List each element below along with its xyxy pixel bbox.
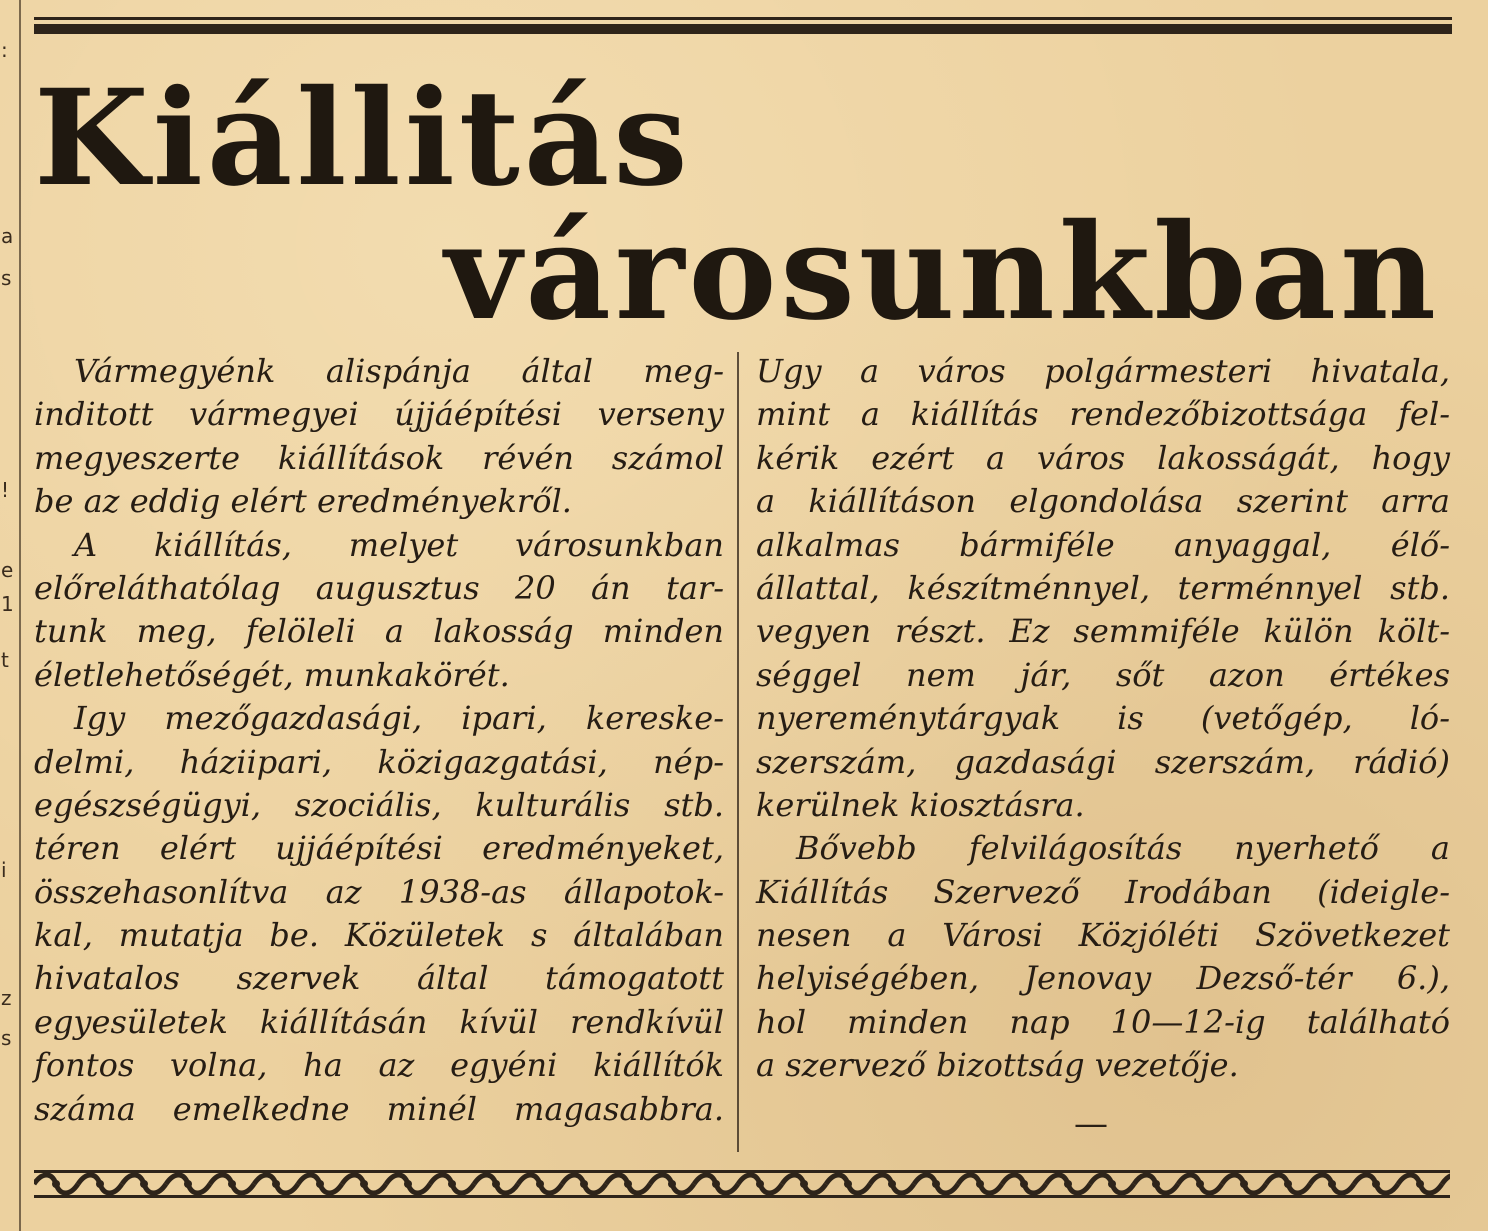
article-line: hivatalos szervek által támogatott — [34, 959, 724, 998]
ornament-knot — [668, 1180, 676, 1188]
ornament-knot — [96, 1180, 104, 1188]
ornament-knot — [756, 1180, 764, 1188]
article-line: mint a kiállítás rendezőbizottsága fel- — [756, 395, 1450, 434]
margin-fragment: a — [1, 224, 14, 248]
article-line: Vármegyénk alispánja által meg- — [74, 352, 724, 390]
top-rule-thin — [34, 17, 1452, 20]
ornament-knot — [272, 1180, 280, 1188]
ornament-knot — [140, 1180, 148, 1188]
margin-fragment: 1 — [1, 592, 14, 616]
article-line: be az eddig elért eredményekről. — [34, 482, 572, 521]
top-double-rule — [34, 17, 1452, 35]
ornament-knot — [888, 1180, 896, 1188]
ornament-knot — [184, 1180, 192, 1188]
ornament-knot — [536, 1180, 544, 1188]
ornament-knot — [1064, 1180, 1072, 1188]
ornament-knot — [1240, 1180, 1248, 1188]
ornament-knot — [1020, 1180, 1028, 1188]
article-line: Igy mezőgazdasági, ipari, kereske- — [74, 699, 724, 738]
article-line: Ugy a város polgármesteri hivatala, — [756, 352, 1450, 390]
ornament-knot — [1196, 1180, 1204, 1188]
ornament-knot — [316, 1180, 324, 1188]
article-line: téren elért ujjáépítési eredményeket, — [34, 829, 724, 868]
article-line: tunk meg, felöleli a lakosság minden — [34, 612, 724, 651]
ornament-knot — [712, 1180, 720, 1188]
ornament-knot — [580, 1180, 588, 1188]
ornament-knot — [360, 1180, 368, 1188]
ornament-knot — [976, 1180, 984, 1188]
ornament-knot — [1284, 1180, 1292, 1188]
article-line: nyereménytárgyak is (vetőgép, ló- — [756, 699, 1450, 738]
ornament-knot — [52, 1180, 60, 1188]
ornament-knot — [448, 1180, 456, 1188]
headline-line-2: városunkban — [444, 195, 1440, 350]
ornament-knot — [844, 1180, 852, 1188]
margin-fragment: t — [1, 648, 9, 672]
margin-fragment: z — [1, 986, 12, 1010]
article-line: Kiállítás Szervező Irodában (ideigle- — [756, 872, 1450, 911]
margin-fragment: ! — [1, 478, 10, 502]
article-line: nesen a Városi Közjóléti Szövetkezet — [756, 916, 1450, 955]
column-divider — [737, 352, 739, 1152]
headline-line-1: Kiállitás — [34, 61, 692, 216]
article-line: Bővebb felvilágosítás nyerhető a — [796, 829, 1450, 868]
article-line: előreláthatólag augusztus 20 án tar- — [34, 568, 724, 607]
article-column-right — [756, 350, 1450, 1088]
ornament-knot — [1152, 1180, 1160, 1188]
article-line: kérik ezért a város lakosságát, hogy — [756, 438, 1450, 477]
article-line: a kiállításon elgondolása szerint arra — [756, 482, 1450, 521]
article-line: kal, mutatja be. Közületek s általában — [34, 916, 724, 955]
article-line: inditott vármegyei újjáépítési verseny — [34, 395, 724, 434]
article-line: A kiállítás, melyet városunkban — [74, 525, 724, 564]
article-line: hol minden nap 10—12-ig található — [756, 1002, 1450, 1041]
article-line: száma emelkedne minél magasabbra. — [34, 1089, 724, 1128]
margin-rule — [19, 0, 21, 1231]
ornament-link — [1442, 1175, 1450, 1193]
ornament-knot — [932, 1180, 940, 1188]
article-line: a szervező bizottság vezetője. — [756, 1046, 1239, 1085]
article-line: egyesületek kiállításán kívül rendkívül — [34, 1002, 724, 1041]
article-line: életlehetőségét, munkakörét. — [34, 655, 510, 694]
ornament-knot — [492, 1180, 500, 1188]
article-column-left — [34, 350, 724, 1131]
ornament-knot — [1108, 1180, 1116, 1188]
article-line: vegyen részt. Ez semmiféle külön költ- — [756, 612, 1450, 651]
article-line: összehasonlítva az 1938-as állapotok- — [34, 872, 724, 911]
ornamental-border — [34, 1166, 1450, 1202]
article-line: fontos volna, ha az egyéni kiállítók — [34, 1046, 724, 1085]
margin-fragment: i — [1, 858, 7, 882]
margin-fragment: : — [1, 38, 8, 62]
top-rule-thick — [34, 24, 1452, 34]
article-line: megyeszerte kiállítások révén számol — [34, 438, 724, 477]
ornament-knot — [228, 1180, 236, 1188]
article-line: kerülnek kiosztásra. — [756, 785, 1085, 824]
ornament-knot — [1416, 1180, 1424, 1188]
article-line: állattal, készítménnyel, terménnyel stb. — [756, 568, 1450, 607]
margin-fragment: e — [1, 558, 14, 582]
article-line: alkalmas bármiféle anyaggal, élő- — [756, 525, 1450, 564]
adjacent-column-edge — [0, 0, 22, 1231]
margin-fragment: s — [1, 1026, 12, 1050]
article-line: delmi, háziipari, közigazgatási, nép- — [34, 742, 724, 781]
ornament-knot — [404, 1180, 412, 1188]
article-line: szerszám, gazdasági szerszám, rádió) — [756, 742, 1450, 781]
ornament-knot — [800, 1180, 808, 1188]
article-line: séggel nem jár, sőt azon értékes — [756, 655, 1450, 694]
ornament-knot — [1372, 1180, 1380, 1188]
article-end-mark: — — [1074, 1104, 1108, 1144]
ornament-knot — [624, 1180, 632, 1188]
margin-fragment: s — [1, 266, 12, 290]
ornament-knot — [1328, 1180, 1336, 1188]
article-line: helyiségében, Jenovay Dezső-tér 6.), — [756, 959, 1450, 998]
article-line: egészségügyi, szociális, kulturális stb. — [34, 785, 724, 824]
